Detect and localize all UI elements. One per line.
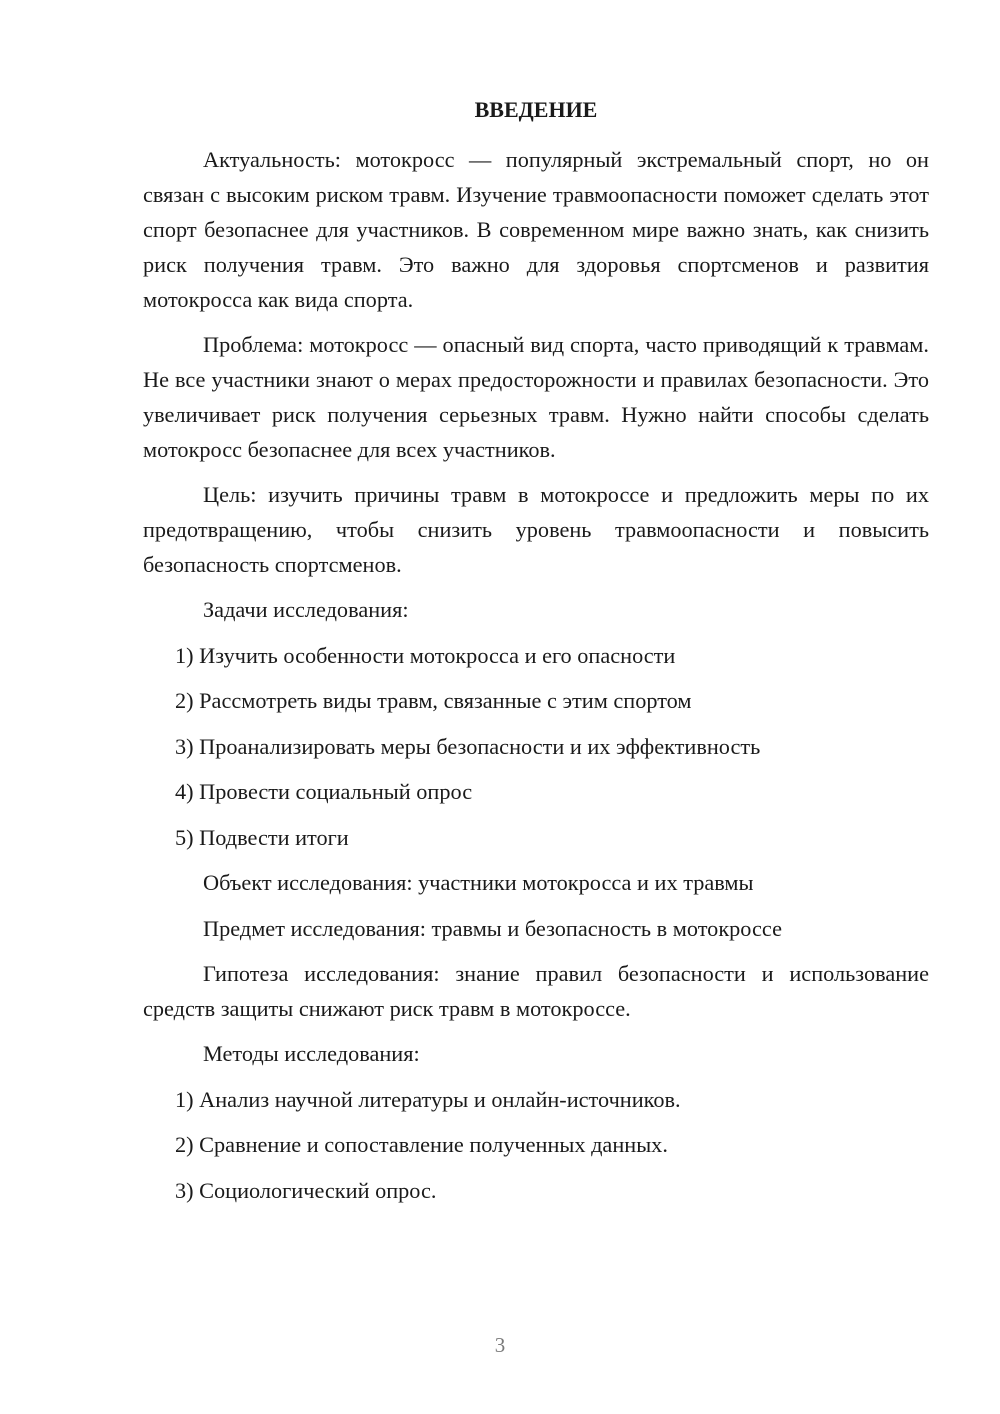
list-item: 1) Анализ научной литературы и онлайн-источников.: [175, 1086, 681, 1112]
list-item: 3) Социологический опрос.: [175, 1177, 437, 1203]
hypothesis-paragraph: Гипотеза исследования: знание правил безопасности и использование средств защиты снижают риск травм в мотокроссе.: [143, 961, 929, 1021]
tasks-heading: Задачи исследования:: [203, 597, 409, 622]
goal-paragraph: Цель: изучить причины травм в мотокроссе и предложить меры по их предотвращению, чтобы снизить уровень травмоопасности и повысить безопасность спортсменов.: [143, 482, 929, 577]
subject-line: Предмет исследования: травмы и безопасность в мотокроссе: [203, 915, 782, 941]
page-title: ВВЕДЕНИЕ: [474, 97, 598, 122]
page-number: 3: [494, 1333, 506, 1357]
tasks-list: [143, 638, 929, 855]
methods-list: [143, 1082, 929, 1208]
document-page: [143, 92, 929, 1218]
list-item: 2) Рассмотреть виды травм, связанные с этим спортом: [175, 688, 692, 713]
list-item: 4) Провести социальный опрос: [175, 779, 473, 804]
methods-heading: Методы исследования:: [203, 1041, 420, 1066]
relevance-paragraph: Актуальность: мотокросс — популярный экстремальный спорт, но он связан с высоким риском травм. Изучение травмоопасности поможет сделать этот спорт безопаснее для участников. В современном мире важно знать, как снизить риск получения травм. Это важно для здоровья спортсменов и развития мотокросса как вида спорта.: [143, 147, 929, 312]
list-item: 3) Проанализировать меры безопасности и их эффективность: [175, 733, 761, 759]
list-item: 2) Сравнение и сопоставление полученных данных.: [175, 1132, 668, 1157]
list-item: 5) Подвести итоги: [175, 824, 349, 850]
object-line: Объект исследования: участники мотокросса и их травмы: [203, 870, 754, 895]
list-item: 1) Изучить особенности мотокросса и его опасности: [175, 642, 676, 668]
problem-paragraph: Проблема: мотокросс — опасный вид спорта, часто приводящий к травмам. Не все участники знают о мерах предосторожности и правилах безопасности. Это увеличивает риск получения серьезных травм. Нужно найти способы сделать мотокросс безопаснее для всех участников.: [143, 332, 929, 462]
